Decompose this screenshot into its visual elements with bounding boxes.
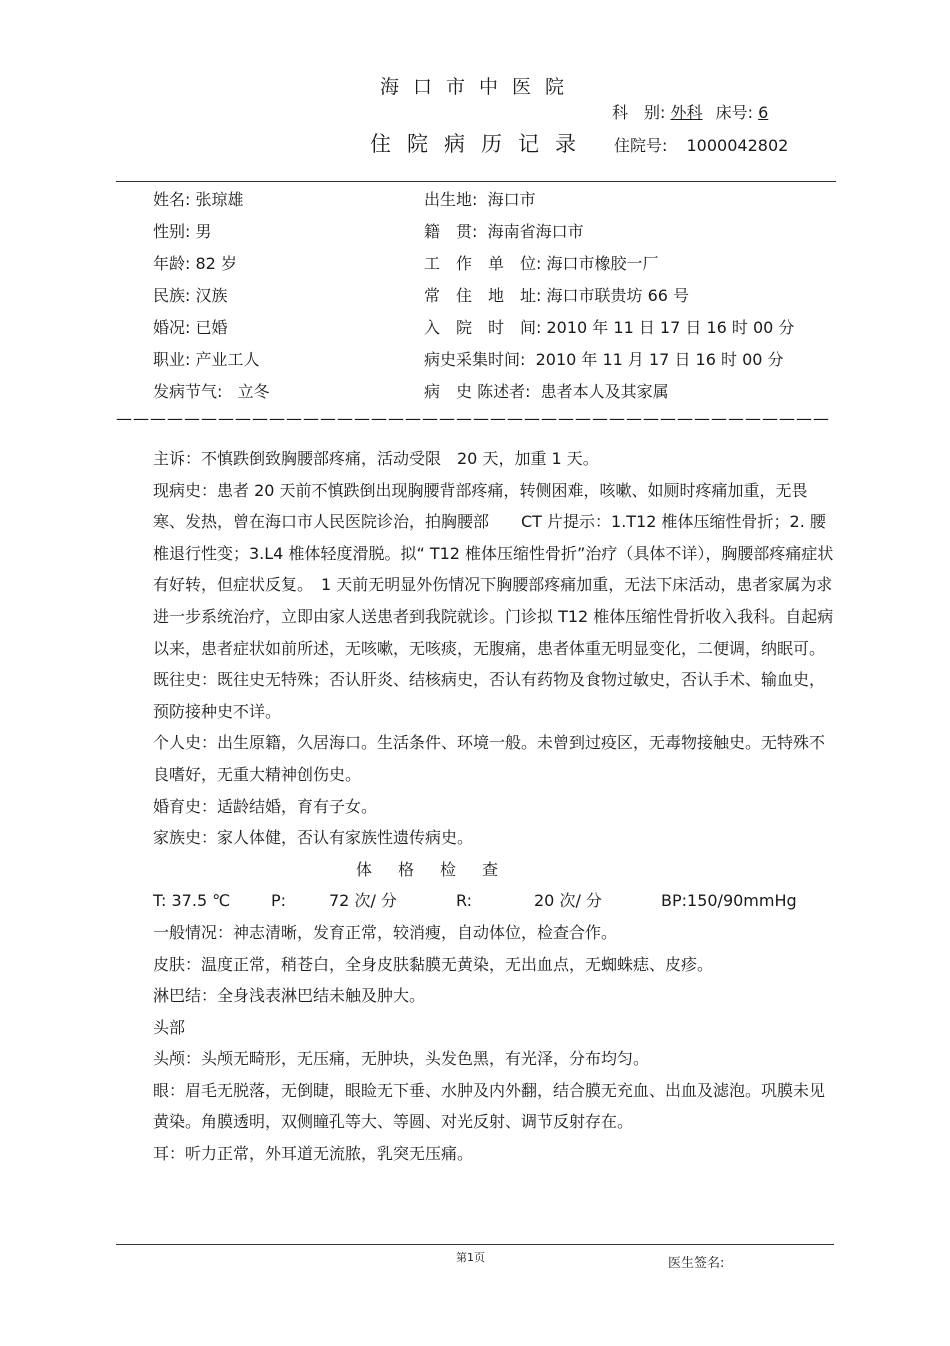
hospital-name: 海口市中医院 [380,76,579,98]
header-divider [116,181,836,182]
info-row [153,184,270,216]
lymph-exam: 淋巴结：全身浅表淋巴结未触及肿大。 [153,986,426,1006]
vital-bp: BP:150/90mmHg [661,891,797,911]
info-value: 产业工人 [195,350,260,369]
info-label: 常 住 地 址: [424,286,542,305]
info-label: 入 院 时 间: [424,318,542,337]
exam-heading: 体格检查 [356,859,525,879]
info-row [424,184,794,216]
info-label: 年龄: [153,254,191,273]
vital-pulse-label: P: [271,891,287,911]
info-row [153,312,270,344]
info-row [424,216,794,248]
present-illness: 现病史：患者 20 天前不慎跌倒出现胸腰背部疼痛，转侧困难，咳嗽、如厕时疼痛加重，无畏寒、发热，曾在海口市人民医院诊治，拍胸腰部 CT 片提示：1.T12 椎体压缩性骨折；2. 腰椎退行性变；3.L4 椎体轻度滑脱。拟“ T12 椎体压缩性骨折”治疗（具体不详），胸腰部疼痛症状有好转，但症状反复。 1 天前无明显外伤情况下胸腰部疼痛加重，无法下床活动，患者家属为求进一步系统治疗，立即由家人送患者到我院就诊。门诊拟 T12 椎体压缩性骨折收入我科。自起病以来，患者症状如前所述，无咳嗽，无咳痰，无腹痛，患者体重无明显变化，二便调，纳眠可。 [153,480,834,658]
info-label: 出生地: [424,190,478,209]
patient-info-right [424,184,794,408]
info-label: 病史采集时间: [424,350,526,369]
info-value: 男 [195,222,212,241]
bed-value: 6 [758,103,769,122]
info-value: 张琼雄 [195,190,244,209]
info-row [424,376,794,408]
page-number: 第1页 [456,1251,485,1264]
dept-value: 外科 [670,103,703,122]
vital-pulse-value: 72 次/ 分 [329,891,397,911]
admission-value: 1000042802 [686,136,789,155]
info-value: 已婚 [195,318,228,337]
ears-exam: 耳：听力正常，外耳道无流脓，乳突无压痛。 [153,1144,474,1164]
info-label: 发病节气: [153,382,223,401]
dashed-divider: —————————————————————————————————————————— [116,409,830,428]
info-label: 婚况: [153,318,191,337]
info-label: 性别: [153,222,191,241]
info-value: 海口市橡胶一厂 [546,254,659,273]
info-row [153,248,270,280]
record-title: 住院病历记录 [370,132,592,156]
info-label: 姓名: [153,190,191,209]
skin-exam: 皮肤：温度正常，稍苍白，全身皮肤黏膜无黄染，无出血点，无蜘蛛痣、皮疹。 [153,954,714,974]
info-row [153,376,270,408]
info-row [153,216,270,248]
info-value: 82 岁 [195,254,237,273]
info-value: 海口市联贵坊 66 号 [546,286,690,305]
info-row [153,280,270,312]
info-value: 2010 年 11 月 17 日 16 时 00 分 [535,350,784,369]
patient-info-left [153,184,270,408]
info-label: 籍 贯: [424,222,478,241]
chief-complaint: 主诉：不慎跌倒致胸腰部疼痛，活动受限 20 天，加重 1 天。 [153,449,599,468]
info-row [424,312,794,344]
info-label: 民族: [153,286,191,305]
vital-resp-label: R: [456,891,473,911]
info-label: 病 史 陈述者: [424,382,531,401]
family-history: 家族史：家人体健，否认有家族性遗传病史。 [153,828,474,848]
head-heading: 头部 [153,1017,186,1037]
info-row [153,344,270,376]
dept-label: 科 别: [612,103,666,122]
info-label: 职业: [153,350,191,369]
footer-divider [116,1244,834,1245]
info-value: 海口市 [487,190,536,209]
general-condition: 一般情况：神志清晰，发育正常，较消瘦，自动体位，检查合作。 [153,922,618,942]
info-row [424,248,794,280]
department-line [612,100,768,123]
info-row [424,344,794,376]
skull-exam: 头颅：头颅无畸形，无压痛，无肿块，头发色黑，有光泽，分布均匀。 [153,1049,650,1069]
doctor-signature-label: 医生签名: [668,1256,725,1271]
bed-label: 床号: [715,103,754,122]
info-row [424,280,794,312]
vital-temperature: T: 37.5 ℃ [153,891,231,911]
vitals-row [116,885,836,917]
past-history: 既往史：既往史无特殊；否认肝炎、结核病史，否认有药物及食物过敏史，否认手术、输血史，预防接种史不详。 [153,670,826,721]
info-label: 工 作 单 位: [424,254,542,273]
info-value: 立冬 [237,382,270,401]
admission-label: 住院号: [614,136,668,155]
vital-resp-value: 20 次/ 分 [534,891,602,911]
info-value: 海南省海口市 [487,222,584,241]
info-value: 2010 年 11 日 17 日 16 时 00 分 [546,318,795,337]
admission-number-line [614,133,788,156]
info-value: 汉族 [195,286,228,305]
info-value: 患者本人及其家属 [540,382,669,401]
record-body [116,443,836,1170]
eyes-exam: 眼：眉毛无脱落，无倒睫，眼睑无下垂、水肿及内外翻，结合膜无充血、出血及滤泡。巩膜未见黄染。角膜透明，双侧瞳孔等大、等圆、对光反射、调节反射存在。 [153,1080,826,1132]
personal-history: 个人史：出生原籍，久居海口。生活条件、环境一般。未曾到过疫区，无毒物接触史。无特殊不良嗜好，无重大精神创伤史。 [153,733,826,784]
marital-history: 婚育史：适龄结婚，育有子女。 [153,796,378,816]
